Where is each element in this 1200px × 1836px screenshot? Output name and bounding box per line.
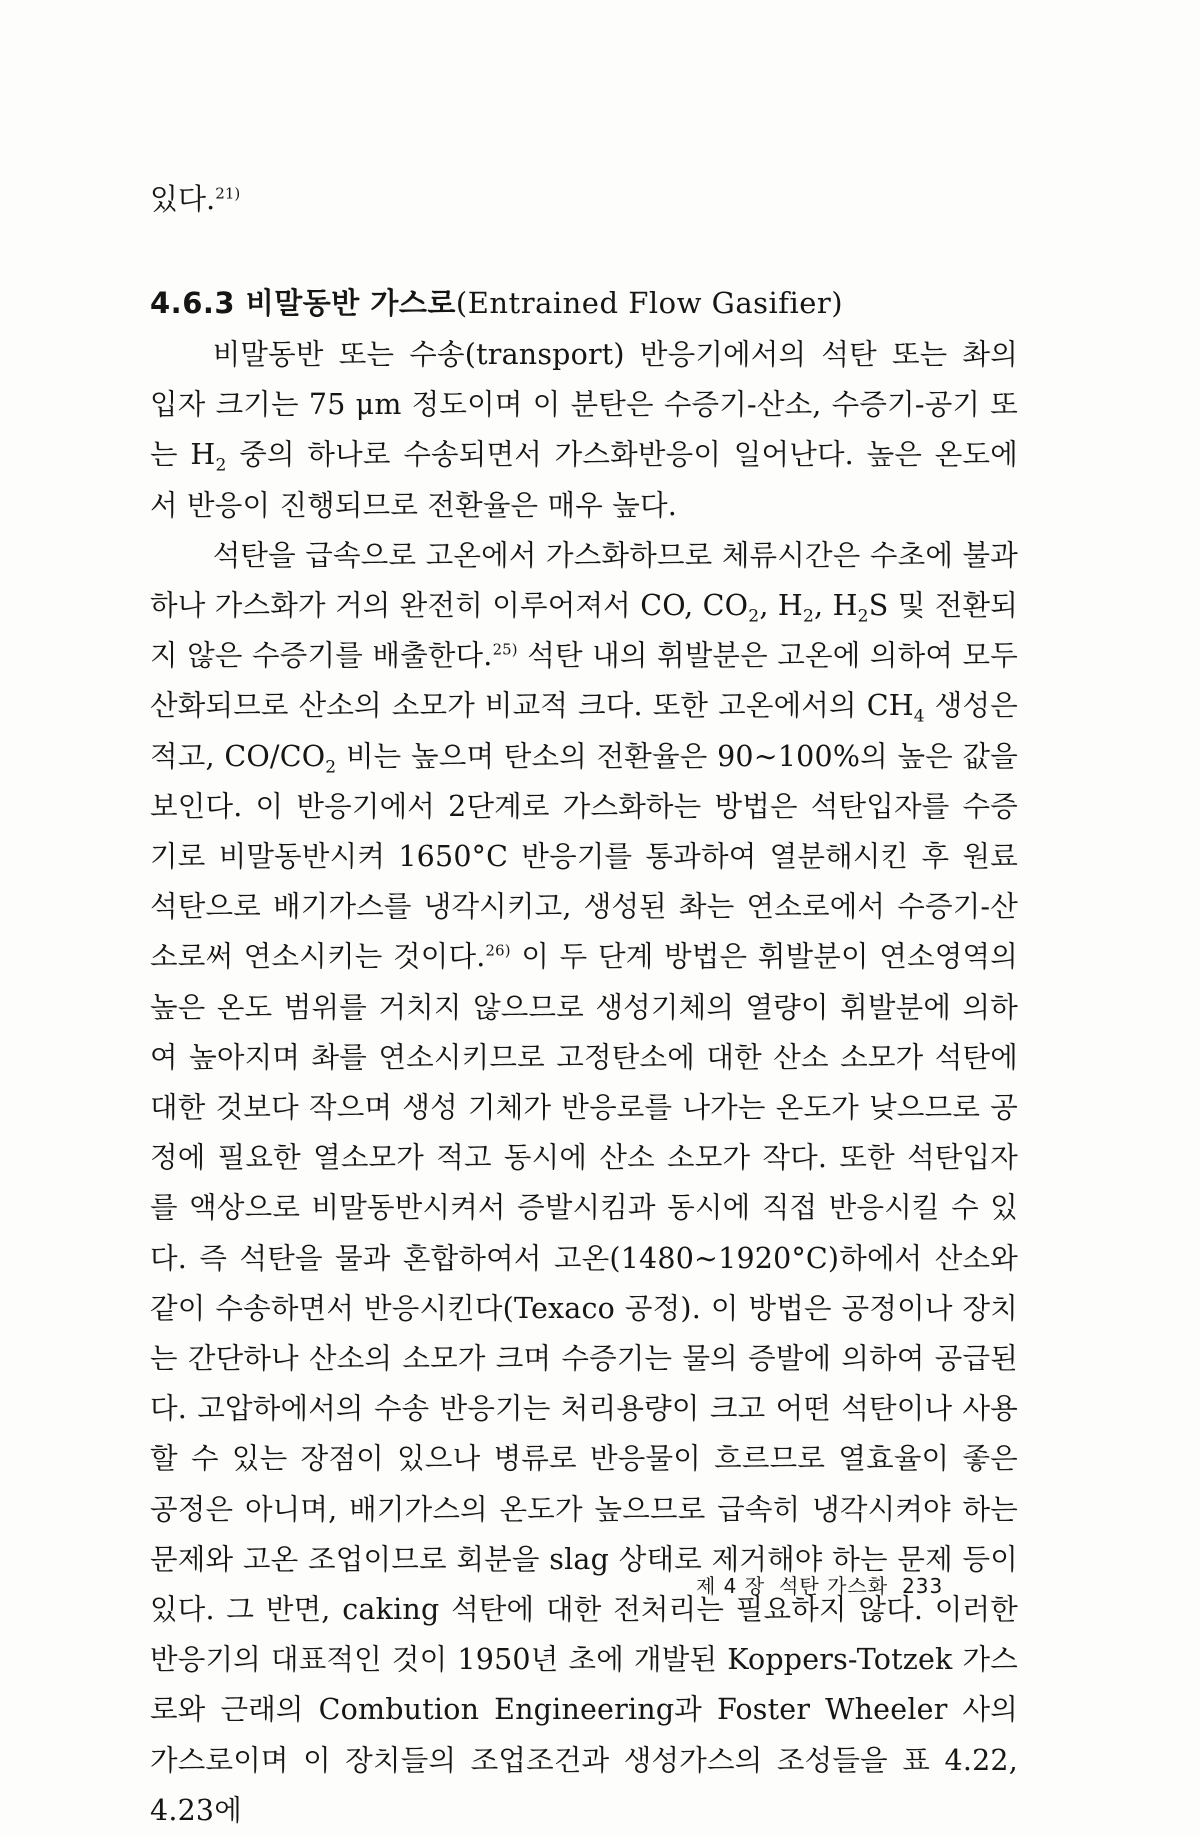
section-number: 4.6.3 (150, 286, 236, 320)
p2-co2-sub: 2 (748, 606, 760, 627)
section-title-ko: 비말동반 가스로 (245, 286, 456, 320)
page-footer (696, 1572, 957, 1600)
p2-h2s-sub: 2 (857, 606, 869, 627)
footer-chapter: 제 4 장 (696, 1574, 766, 1598)
p1-text-a: 비말동반 또는 수송(transport) 반응기에서의 석탄 또는 촤의 입자 크기는 75 μm 정도이며 이 분탄은 수증기-산소, 수증기-공기 또는 H (150, 338, 1018, 472)
p2-coco2-sub: 2 (325, 757, 337, 778)
p2-s2: , H (759, 589, 803, 623)
p1-text-b: 중의 하나로 수송되면서 가스화반응이 일어난다. 높은 온도에서 반응이 진행되므로 전환율은 매우 높다. (150, 438, 1018, 522)
continuation-line (150, 178, 1018, 220)
p2-s8: 이 두 단계 방법은 휘발분이 연소영역의 높은 온도 범위를 거치지 않으므로 생성기체의 열량이 휘발분에 의하여 높아지며 촤를 연소시키므로 고정탄소에 대한 산소 소모가 석탄에 대한 것보다 작으며 생성 기체가 반응로를 나가는 온도가 낮으므로 공정에 필요한 열소모가 적고 동시에 산소 소모가 작다. 또한 석탄입자를 액상으로 비말동반시켜서 증발시킴과 동시에 직접 반응시킬 수 있다. 즉 석탄을 물과 혼합하여서 고온(1480∼1920°C)하에서 산소와 같이 수송하면서 반응시킨다(Texaco 공정). 이 방법은 공정이나 장치는 간단하나 산소의 소모가 크며 수증기는 물의 증발에 의하여 공급된다. 고압하에서의 수송 반응기는 처리용량이 크고 어떤 석탄이나 사용할 수 있는 장점이 있으나 병류로 반응물이 흐르므로 열효율이 좋은 공정은 아니며, 배기가스의 온도가 높으므로 급속히 냉각시켜야 하는 문제와 고온 조업이므로 회분을 slag 상태로 제거해야 하는 문제 등이 있다. 그 반면, caking 석탄에 대한 전처리는 필요하지 않다. 이러한 반응기의 대표적인 것이 1950년 초에 개발된 Koppers-Totzek 가스로와 근래의 Combution Engineering과 Foster Wheeler 사의 가스로이며 이 장치들의 조업조건과 생성가스의 조성들을 표 4.22, 4.23에 (150, 940, 1018, 1827)
section-heading (150, 282, 1018, 324)
p2-s6: 생성은 적고, CO/CO (150, 689, 1019, 773)
p2-s5: 석탄 내의 휘발분은 고온에 의하여 모두 산화되므로 산소의 소모가 비교적 크다. 또한 고온에서의 CH (150, 639, 1018, 723)
reference-21: 21) (215, 184, 241, 203)
paragraph-2 (150, 531, 1018, 1836)
p1-h2-sub: 2 (215, 456, 227, 477)
p2-s7: 비는 높으며 탄소의 전환율은 90∼100%의 높은 값을 보인다. 이 반응기에서 2단계로 가스화하는 방법은 석탄입자를 수증기로 비말동반시켜 1650°C 반응기를 통과하여 열분해시킨 후 원료 석탄으로 배기가스를 냉각시키고, 생성된 촤는 연소로에서 수증기-산소로써 연소시키는 것이다. (150, 739, 1018, 974)
continuation-text: 있다. (150, 182, 216, 216)
p2-ch4-sub: 4 (913, 707, 925, 728)
reference-25: 25) (492, 641, 518, 659)
p2-s3: , H (814, 589, 858, 623)
paragraph-1 (150, 330, 1018, 531)
p2-h2-sub: 2 (802, 606, 815, 627)
p2-s1: 석탄을 급속으로 고온에서 가스화하므로 체류시간은 수초에 불과하나 가스화가 거의 완전히 이루어져서 CO, CO (150, 538, 1018, 623)
section-title-en: (Entrained Flow Gasifier) (455, 286, 844, 320)
reference-26: 26) (485, 942, 511, 960)
footer-title: 석탄 가스화 (779, 1574, 889, 1598)
p2-s4: S 및 전환되지 않은 수증기를 배출한다. (150, 589, 1018, 673)
page-number: 233 (902, 1574, 944, 1598)
